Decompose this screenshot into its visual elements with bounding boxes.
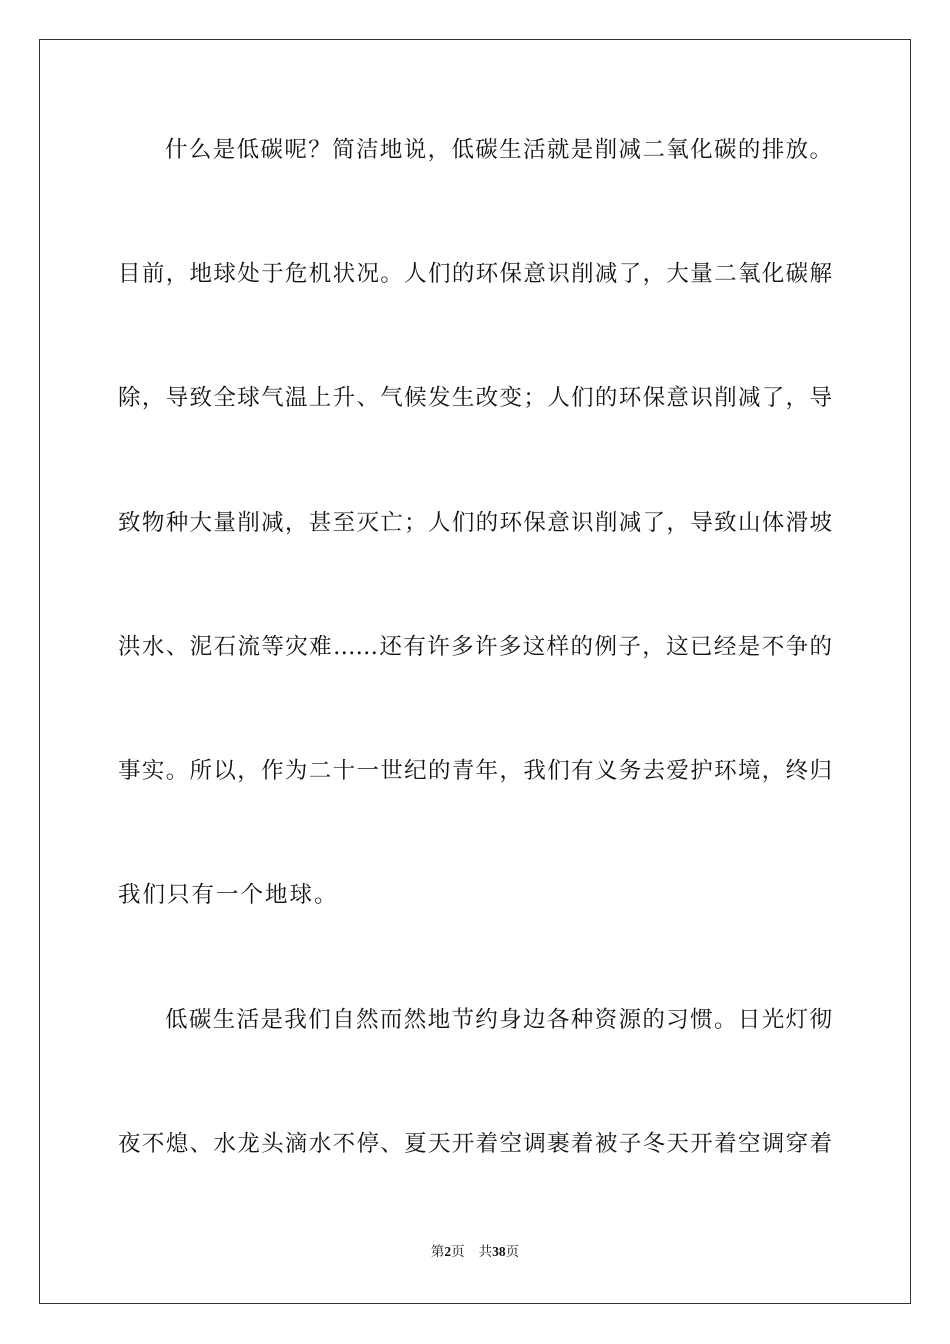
page-footer [0,1243,950,1261]
paragraph-1-line-2: 目前，地球处于危机状况。人们的环保意识削减了，大量二氧化碳解 [118,261,832,287]
footer-total-pages: 38 [492,1244,506,1259]
footer-page-prefix: 第 [430,1244,445,1260]
paragraph-1-line-4: 致物种大量削减，甚至灭亡；人们的环保意识削减了，导致山体滑坡 [118,510,832,536]
paragraph-1-line-7: 我们只有一个地球。 [118,882,339,908]
footer-page-suffix: 页 [451,1244,465,1260]
paragraph-1-line-3: 除，导致全球气温上升、气候发生改变；人们的环保意识削减了，导 [118,385,832,411]
footer-page-number: 2 [444,1244,452,1259]
page-frame [39,39,911,1304]
footer-total-prefix: 共 [478,1244,493,1260]
paragraph-2-line-1: 低碳生活是我们自然而然地节约身边各种资源的习惯。日光灯彻 [165,1007,832,1033]
paragraph-1-line-6: 事实。所以，作为二十一世纪的青年，我们有义务去爱护环境，终归 [118,758,832,784]
paragraph-2-line-2: 夜不熄、水龙头滴水不停、夏天开着空调裹着被子冬天开着空调穿着 [118,1131,832,1157]
footer-total-suffix: 页 [505,1244,520,1260]
paragraph-1-line-5: 洪水、泥石流等灾难……还有许多许多这样的例子，这已经是不争的 [118,634,832,660]
paragraph-1-line-1: 什么是低碳呢？简洁地说，低碳生活就是削减二氧化碳的排放。 [165,137,832,163]
